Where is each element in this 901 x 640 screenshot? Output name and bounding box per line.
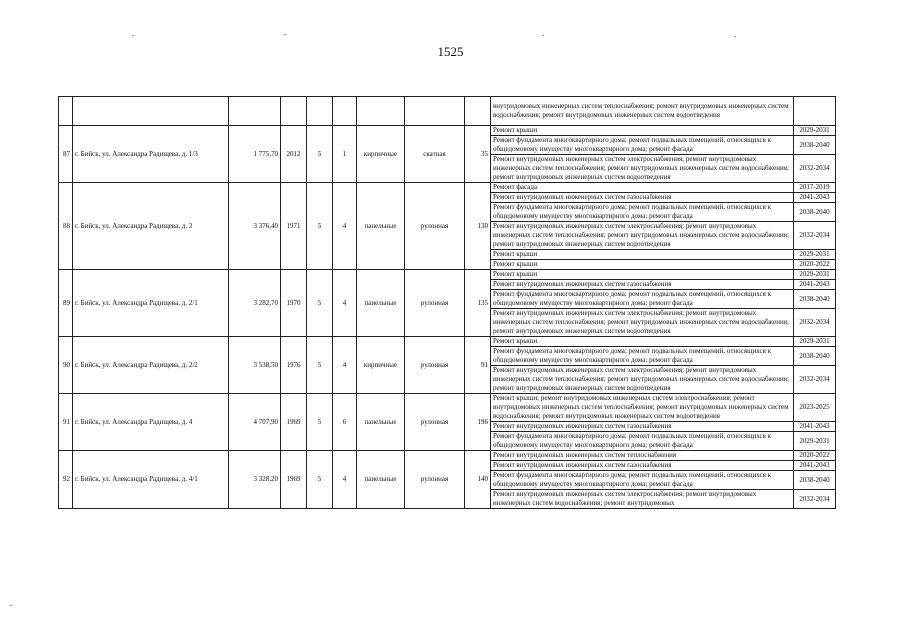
row-number: 87 [59, 126, 73, 183]
total-area: 3 376,40 [229, 183, 281, 270]
scan-speck [10, 605, 12, 606]
period: 2029-2031 [794, 250, 836, 260]
work-description: Ремонт фундамента многоквартирного дома; ремонт подвальных помещений, относящихся к общедомовому имуществу многоквартирного дома; ремонт фасада [491, 290, 794, 309]
work-description: Ремонт крыши [491, 260, 794, 270]
cell-empty [405, 97, 465, 126]
table-row [59, 451, 836, 461]
period: 2029-2031 [794, 337, 836, 347]
entrances-count: 4 [333, 337, 357, 394]
address: г. Бийск, ул. Александра Радищева, д. 4 [73, 394, 229, 451]
period: 2020-2022 [794, 451, 836, 461]
work-description: Ремонт внутридомовых инженерных систем электроснабжения; ремонт внутридомовых инженерных систем теплоснабжения; ремонт внутридомовых инженерных систем водоснабжения; ремонт внутридомовых инженерных систем водоотведения [491, 155, 794, 183]
entrances-count: 4 [333, 270, 357, 337]
work-description: Ремонт крыши [491, 270, 794, 280]
work-description: Ремонт фундамента многоквартирного дома; ремонт подвальных помещений, относящихся к общедомовому имуществу многоквартирного дома; ремонт фасада [491, 347, 794, 366]
work-description: Ремонт фундамента многоквартирного дома; ремонт подвальных помещений, относящихся к общедомовому имуществу многоквартирного дома; ремонт фасада [491, 203, 794, 222]
table-body [59, 97, 836, 509]
period: 2038-2040 [794, 203, 836, 222]
address: г. Бийск, ул. Александра Радищева, д. 4/1 [73, 451, 229, 509]
period: 2032-2034 [794, 155, 836, 183]
period: 2017-2019 [794, 183, 836, 193]
period: 2029-2031 [794, 126, 836, 136]
commission-year: 2012 [281, 126, 307, 183]
work-description: Ремонт фундамента многоквартирного дома; ремонт подвальных помещений, относящихся к общедомовому имуществу многоквартирного дома; ремонт фасада [491, 136, 794, 155]
apartments-count: 140 [465, 451, 491, 509]
period: 2038-2040 [794, 347, 836, 366]
period: 2041-2043 [794, 422, 836, 432]
total-area: 3 328,20 [229, 451, 281, 509]
period: 2029-2031 [794, 270, 836, 280]
work-description: Ремонт внутридомовых инженерных систем газоснабжения [491, 422, 794, 432]
period: 2029-2031 [794, 432, 836, 451]
commission-year: 1970 [281, 270, 307, 337]
work-description: Ремонт внутридомовых инженерных систем электроснабжения; ремонт внутридомовых инженерных систем теплоснабжения; ремонт внутридомовых инженерных систем водоснабжения; ремонт внутридомовых инженерных систем водоотведения [491, 309, 794, 337]
work-description: Ремонт внутридомовых инженерных систем газоснабжения [491, 280, 794, 290]
work-description: Ремонт крыши [491, 126, 794, 136]
period [794, 97, 836, 126]
total-area: 3 282,70 [229, 270, 281, 337]
apartments-count: 130 [465, 183, 491, 270]
address: г. Бийск, ул. Александра Радищева, д. 2/1 [73, 270, 229, 337]
commission-year: 1971 [281, 183, 307, 270]
period: 2038-2040 [794, 471, 836, 490]
period: 2032-2034 [794, 490, 836, 509]
row-number: 89 [59, 270, 73, 337]
apartments-count: 196 [465, 394, 491, 451]
apartments-count: 91 [465, 337, 491, 394]
apartments-count: 35 [465, 126, 491, 183]
apartments-count: 135 [465, 270, 491, 337]
period: 2032-2034 [794, 309, 836, 337]
cell-empty [465, 97, 491, 126]
total-area: 1 775,70 [229, 126, 281, 183]
work-description: Ремонт внутридомовых инженерных систем электроснабжения; ремонт внутридомовых инженерных систем теплоснабжения; ремонт внутридомовых инженерных систем водоснабжения; ремонт внутридомовых инженерных систем водоотведения [491, 366, 794, 394]
wall-material: кирпичные [357, 126, 405, 183]
period: 2032-2034 [794, 222, 836, 250]
total-area: 3 538,50 [229, 337, 281, 394]
floors-count: 5 [307, 183, 333, 270]
entrances-count: 4 [333, 451, 357, 509]
table-row [59, 394, 836, 422]
scan-speck [132, 35, 134, 36]
work-description: Ремонт крыши [491, 337, 794, 347]
period: 2023-2025 [794, 394, 836, 422]
wall-material: панельные [357, 183, 405, 270]
table-row [59, 270, 836, 280]
cell-empty [229, 97, 281, 126]
floors-count: 5 [307, 337, 333, 394]
wall-material: панельные [357, 270, 405, 337]
floors-count: 5 [307, 451, 333, 509]
roof-type: рулонная [405, 451, 465, 509]
roof-type: скатная [405, 126, 465, 183]
address: г. Бийск, ул. Александра Радищева, д. 2/2 [73, 337, 229, 394]
cell-empty [73, 97, 229, 126]
period: 2041-2043 [794, 280, 836, 290]
table-row [59, 337, 836, 347]
row-number: 90 [59, 337, 73, 394]
work-description: Ремонт внутридомовых инженерных систем газоснабжения [491, 193, 794, 203]
continuation-row [59, 97, 836, 126]
wall-material: панельные [357, 394, 405, 451]
scan-speck [734, 36, 736, 37]
period: 2032-2034 [794, 366, 836, 394]
work-description: Ремонт внутридомовых инженерных систем теплоснабжения [491, 451, 794, 461]
wall-material: кирпичные [357, 337, 405, 394]
floors-count: 5 [307, 126, 333, 183]
period: 2020-2022 [794, 260, 836, 270]
roof-type: рулонная [405, 394, 465, 451]
cell-empty [357, 97, 405, 126]
floors-count: 5 [307, 270, 333, 337]
work-description: Ремонт внутридомовых инженерных систем электроснабжения; ремонт внутридомовых инженерных систем теплоснабжения; ремонт внутридомовых инженерных систем водоснабжения; ремонт внутридомовых инженерных систем водоотведения [491, 222, 794, 250]
entrances-count: 6 [333, 394, 357, 451]
scan-speck [284, 34, 286, 35]
work-description: Ремонт фасада [491, 183, 794, 193]
table-row [59, 126, 836, 136]
work-description: Ремонт крыши [491, 250, 794, 260]
total-area: 4 707,90 [229, 394, 281, 451]
work-description: Ремонт фундамента многоквартирного дома; ремонт подвальных помещений, относящихся к общедомовому имуществу многоквартирного дома; ремонт фасада [491, 471, 794, 490]
work-description: Ремонт внутридомовых инженерных систем газоснабжения [491, 461, 794, 471]
work-description: Ремонт фундамента многоквартирного дома; ремонт подвальных помещений, относящихся к общедомовому имуществу многоквартирного дома; ремонт фасада [491, 432, 794, 451]
address: г. Бийск, ул. Александра Радищева, д. 2 [73, 183, 229, 270]
work-description: Ремонт внутридомовых инженерных систем электроснабжения; ремонт внутридомовых инженерных систем водоснабжения; ремонт внутридомовых [491, 490, 794, 509]
period: 2041-2043 [794, 193, 836, 203]
page-number: 1525 [437, 44, 464, 59]
cell-empty [59, 97, 73, 126]
table-row [59, 183, 836, 193]
period: 2038-2040 [794, 290, 836, 309]
row-number: 88 [59, 183, 73, 270]
roof-type: рулонная [405, 270, 465, 337]
housing-register-table [58, 96, 836, 509]
register-table-container [58, 96, 830, 509]
entrances-count: 4 [333, 183, 357, 270]
wall-material: панельные [357, 451, 405, 509]
cell-empty [333, 97, 357, 126]
work-description: внутридомовых инженерных систем теплоснабжения; ремонт внутридомовых инженерных систем водоснабжения; ремонт внутридомовых инженерных систем водоотведения [491, 97, 794, 126]
commission-year: 1969 [281, 394, 307, 451]
roof-type: рулонная [405, 183, 465, 270]
row-number: 91 [59, 394, 73, 451]
row-number: 92 [59, 451, 73, 509]
roof-type: рулонная [405, 337, 465, 394]
commission-year: 1969 [281, 451, 307, 509]
work-description: Ремонт крыши; ремонт внутридомовых инженерных систем электроснабжения; ремонт внутридомовых инженерных систем теплоснабжения; ремонт внутридомовых инженерных систем водоснабжения; ремонт внутридомовых инженерных систем водоотведения [491, 394, 794, 422]
entrances-count: 1 [333, 126, 357, 183]
period: 2038-2040 [794, 136, 836, 155]
period: 2041-2043 [794, 461, 836, 471]
floors-count: 5 [307, 394, 333, 451]
commission-year: 1976 [281, 337, 307, 394]
scan-speck [542, 35, 544, 36]
cell-empty [281, 97, 307, 126]
address: г. Бийск, ул. Александра Радищева, д. 1/3 [73, 126, 229, 183]
cell-empty [307, 97, 333, 126]
